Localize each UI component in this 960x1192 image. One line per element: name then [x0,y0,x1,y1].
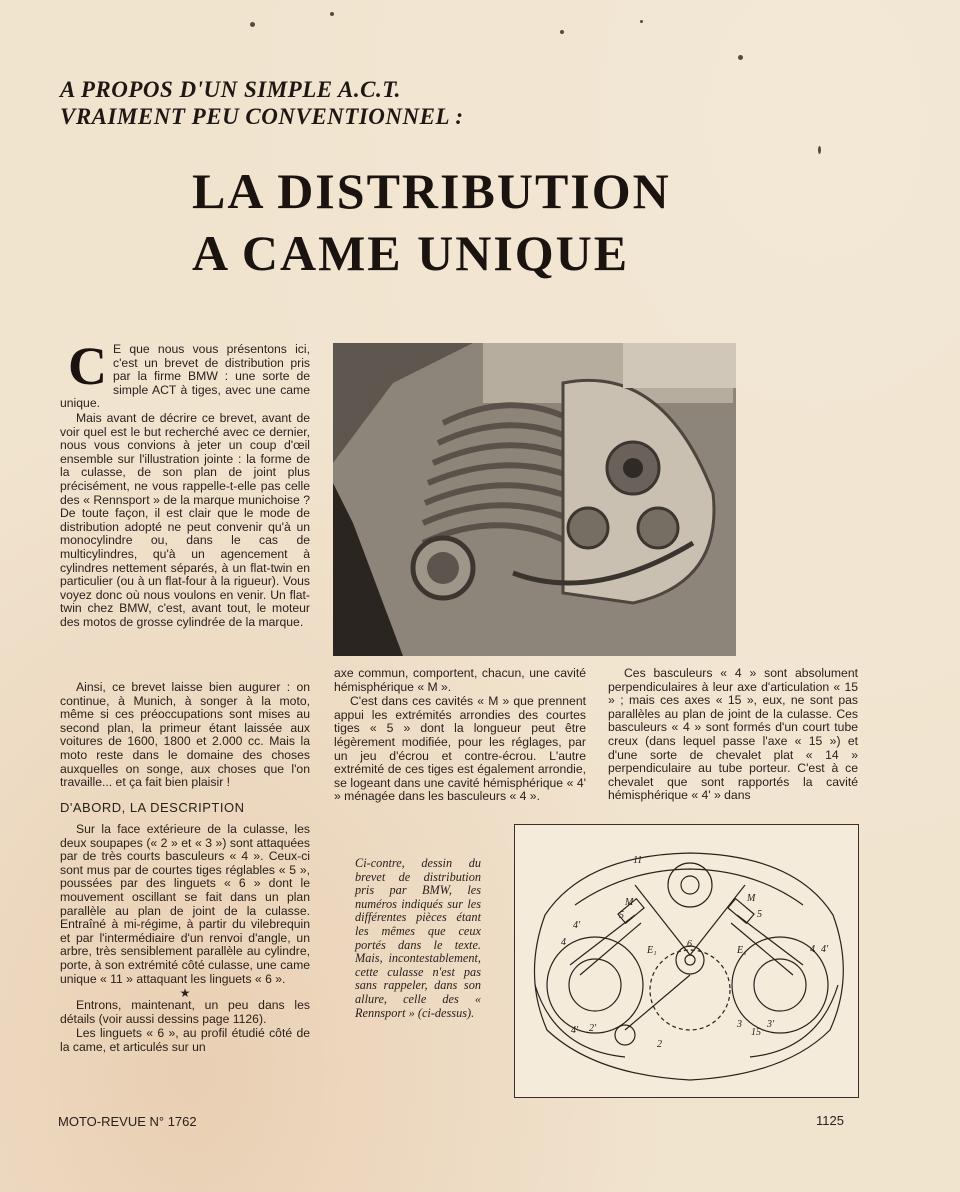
label-4-right: 4 [810,944,815,955]
engine-photo [333,343,736,656]
paragraph: Sur la face extérieure de la culasse, les deux soupapes (« 2 » et « 3 ») sont attaquées par de très courts basculeurs « 4 ». Ceux-ci sont mus par de courtes tiges réglables « 5 », poussées par des linguets « 6 » dont le mouvement oscillant se fait dans un plan parallèle au plan de joint de la culasse. Entraîné à mi-régime, à partir du vilebrequin et par l'intermédiaire d'un renvoi d'angle, un arbre, très sensiblement parallèle au cylindre, porte, à son extrémité côté culasse, une came unique « 11 » attaquant les linguets « 6 ». [60,822,310,986]
column-1-bottom [60,823,310,1056]
label-m-left: M [625,897,634,908]
label-e1-right: E₁ [737,945,747,956]
column-1-middle [60,681,310,791]
paragraph: axe commun, comportent, chacun, une cavité hémisphérique « M ». [334,666,586,694]
paper-speck [560,30,564,34]
patent-drawing [515,825,858,1097]
label-15: 15 [751,1027,761,1038]
paper-speck [330,12,334,16]
label-e1-left: E₁ [647,945,657,956]
paper-speck [818,146,821,154]
star-separator: ★ [179,986,191,1001]
label-2-prime: 2' [589,1023,597,1034]
column-3 [608,667,858,804]
intro-text: E que nous vous présentons ici, c'est un brevet de distribution pris par la firme BMW : une sorte de simple ACT à tiges, avec une came unique. [60,342,310,411]
patent-diagram [514,824,859,1098]
title-line-1: LA DISTRIBUTION [192,163,671,219]
column-2 [334,667,586,805]
label-m-right: M [747,893,756,904]
label-2: 2 [657,1039,662,1050]
label-5-left: 5 [619,910,624,921]
label-3: 3 [737,1019,742,1030]
figure-caption: Ci-contre, dessin du brevet de distribution pris par BMW, les numéros indiqués sur les différentes pièces étant les mêmes que ceux portés dans le texte. Mais, incontestablement, cette culasse n'est pas sans rappeler, dans son allure, celle des « Rennsport » (ci-dessus). [355,856,481,1020]
label-11: 11 [633,855,643,866]
engine-photo-illustration [333,343,736,656]
paper-speck [250,22,255,27]
drop-cap: C [68,336,107,396]
label-4-prime-bottom: 4' [571,1025,579,1036]
paragraph: Mais avant de décrire ce brevet, avant de voir quel est le but recherché avec ce dernier, nous vous convions à jeter un coup d'œil ensemble sur l'illustration jointe : la forme de la culasse, de son plan de joint plus précisément, ne vous rappelle-t-elle pas celle des « Rennsport » de la marque munichoise ? De toute façon, il est clair que le mode de distribution adopté ne peut convenir qu'à un monocylindre ou, dans le cas de multicylindres, qu'à un agencement à cylindres nettement séparés, à un flat-twin en particulier (ou à un flat-four à la rigueur). Vous voyez donc où nous voulons en venir. Un flat-twin chez BMW, c'est, avant tout, le moteur des motos de grosse cylindrée de la marque. [60,410,310,629]
kicker-line-1: A PROPOS D'UN SIMPLE A.C.T. [60,77,401,102]
paper-speck [640,20,643,23]
paragraph: Ces basculeurs « 4 » sont absolument perpendiculaires à leur axe d'articulation « 15 » ; mais ces axes « 15 », eux, ne sont pas parallèles au plan de joint de la culasse. Ces basculeurs « 4 » sont formés d'un court tube creux (dans lequel passe l'axe « 15 ») et d'une sorte de chevalet plat « 14 » perpendiculaire au tube porteur. C'est à ce chevalet que sont rapportés la cavité hémisphérique « 4' » dans [608,666,858,803]
paragraph: C'est dans ces cavités « M » que prennent appui les extrémités arrondies des courtes tiges « 5 » dont la longueur peut être légèrement modifiée, pour les réglages, par un jeu d'écrou et contre-écrou. L'autre extrémité de ces tiges est également arrondie, se logeant dans une cavité hémisphérique « 4' » ménagée dans les basculeurs « 4 ». [334,694,586,804]
title-line-2: A CAME UNIQUE [192,225,630,281]
label-6: 6 [687,939,692,950]
paper-speck [738,55,743,60]
label-4-prime-left: 4' [573,920,581,931]
paragraph: Les linguets « 6 », au profil étudié côté de la came, et articulés sur un [60,1026,310,1054]
paragraph: Ainsi, ce brevet laisse bien augurer : on continue, à Munich, à songer à la moto, même si ces préoccupations sont mises au second plan, la primeur étant laissée aux voitures de 1600, 1800 et 2.000 cc. Mais la moto reste dans le domaine des choses auxquelles on songe, aux choses que l'on travaille... et ça fait bien plaisir ! [60,680,310,790]
label-5-right: 5 [757,909,762,920]
label-3-prime: 3' [767,1019,775,1030]
label-4-prime-right: 4' [821,944,829,955]
label-4-left: 4 [561,937,566,948]
intro-paragraph [60,336,310,411]
page-number: 1125 [816,1113,844,1128]
column-1-top [60,336,310,630]
footer-issue: MOTO-REVUE N° 1762 [58,1114,197,1129]
section-subheading: D'ABORD, LA DESCRIPTION [60,800,245,815]
article-title [192,160,752,284]
kicker-line-2: VRAIMENT PEU CONVENTIONNEL : [60,104,464,129]
article-kicker [60,76,660,130]
paragraph: Entrons, maintenant, un peu dans les détails (voir aussi dessins page 1126). [60,998,310,1026]
